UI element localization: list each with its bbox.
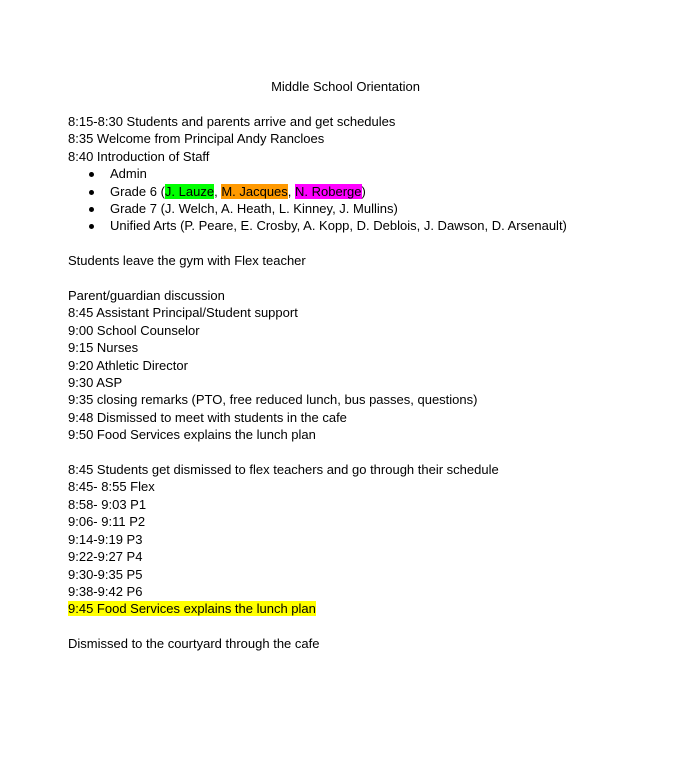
schedule-line: 9:20 Athletic Director — [68, 357, 188, 373]
teacher-name-highlight-magenta: N. Roberge — [295, 183, 362, 199]
schedule-line: 9:30 ASP — [68, 375, 123, 391]
blank-line — [68, 618, 668, 635]
highlighted-line — [68, 600, 668, 617]
schedule-line: 8:45 Assistant Principal/Student support — [68, 305, 298, 321]
schedule-line: 9:48 Dismissed to meet with students in the cafe — [68, 409, 347, 425]
bullet-dot-icon — [89, 207, 94, 212]
blank-line — [68, 444, 668, 461]
bullet-dot-icon — [89, 190, 94, 195]
grade6-prefix: Grade 6 ( — [110, 183, 165, 199]
teacher-name-highlight-orange: M. Jacques — [221, 183, 288, 199]
schedule-line: 8:45 Students get dismissed to flex teachers and go through their schedule — [68, 462, 499, 478]
bullet-dot-icon — [89, 172, 94, 177]
blank-line — [68, 235, 668, 252]
section-heading: Parent/guardian discussion — [68, 288, 225, 304]
schedule-line: 9:00 School Counselor — [68, 322, 200, 338]
lunch-plan-highlight: 9:45 Food Services explains the lunch plan — [68, 601, 316, 617]
staff-list-item-grade7: Grade 7 (J. Welch, A. Heath, L. Kinney, J. Mullins) — [68, 200, 668, 217]
schedule-line: 8:58- 9:03 P1 — [68, 496, 147, 512]
gym-note: Students leave the gym with Flex teacher — [68, 253, 306, 269]
schedule-line: 8:15-8:30 Students and parents arrive and get schedules — [68, 114, 396, 129]
separator: , — [287, 183, 296, 199]
schedule-line: 9:50 Food Services explains the lunch plan — [68, 427, 316, 443]
closing-line: Dismissed to the courtyard through the cafe — [68, 636, 320, 652]
staff-list-item-grade6 — [68, 183, 668, 200]
document-title: Middle School Orientation — [271, 79, 420, 94]
blank-line — [68, 270, 668, 287]
close-paren: ) — [361, 183, 366, 199]
separator: , — [214, 183, 222, 199]
schedule-line: 9:14-9:19 P3 — [68, 531, 143, 547]
schedule-line: 8:40 Introduction of Staff — [68, 148, 210, 164]
schedule-line: 8:35 Welcome from Principal Andy Rancloes — [68, 131, 325, 147]
schedule-line: 9:38-9:42 P6 — [68, 583, 143, 599]
schedule-line: 9:30-9:35 P5 — [68, 566, 143, 582]
schedule-line: 9:35 closing remarks (PTO, free reduced lunch, bus passes, questions) — [68, 392, 478, 408]
teacher-name-highlight-green: J. Lauze — [164, 183, 215, 199]
schedule-line: 9:15 Nurses — [68, 340, 139, 356]
document-body — [68, 113, 668, 653]
schedule-line: 9:06- 9:11 P2 — [68, 514, 146, 530]
staff-list-item-admin: Admin — [68, 165, 668, 182]
schedule-line: 8:45- 8:55 Flex — [68, 479, 155, 495]
bullet-dot-icon — [89, 224, 94, 229]
staff-list-item-unified-arts: Unified Arts (P. Peare, E. Crosby, A. Kopp, D. Deblois, J. Dawson, D. Arsenault) — [68, 217, 668, 234]
schedule-line: 9:22-9:27 P4 — [68, 549, 143, 565]
